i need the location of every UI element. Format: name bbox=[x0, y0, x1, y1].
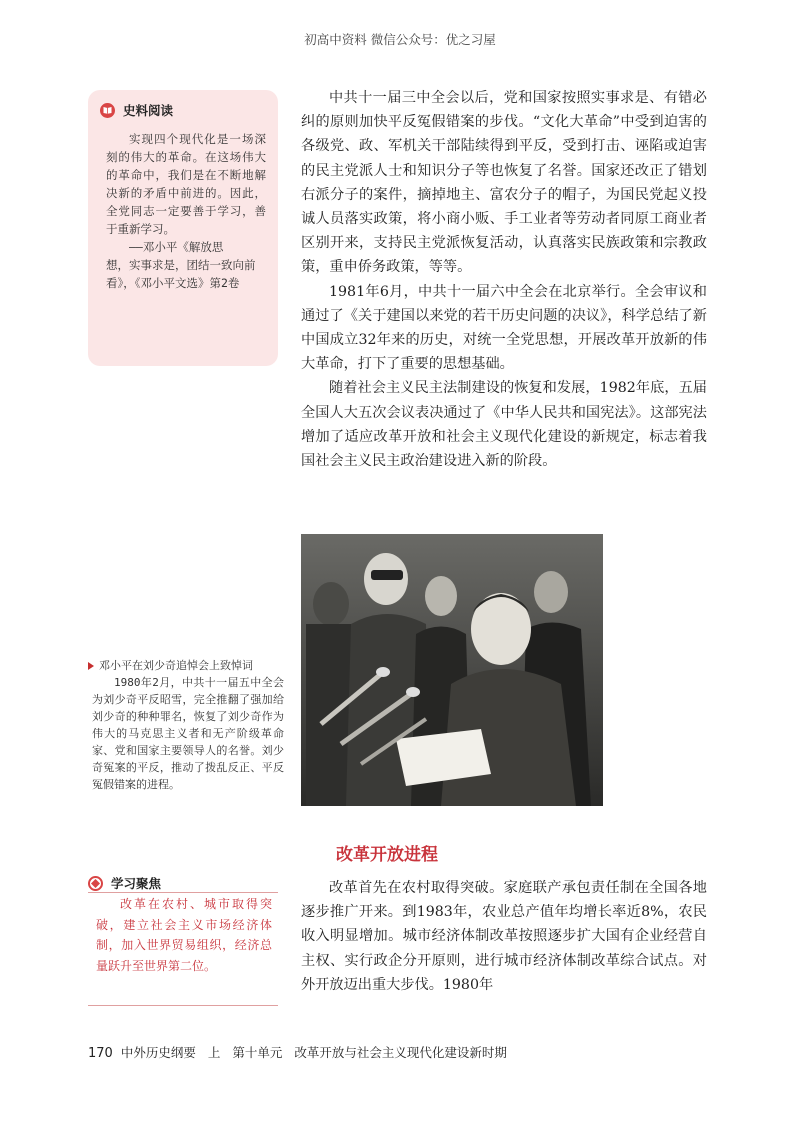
footer-book: 中外历史纲要 bbox=[120, 1045, 196, 1060]
footer-volume: 上 bbox=[207, 1045, 221, 1060]
box-header bbox=[100, 100, 266, 120]
main-paragraph-3: 随着社会主义民主法制建设的恢复和发展，1982年底，五届全国人大五次会议表决通过了《中华人民共和国宪法》。这部宪法增加了适应改革开放和社会主义现代化建设的新规定，标志着我国社会主义民主政治建设进入新的阶段。 bbox=[301, 380, 707, 470]
focus-divider-bottom bbox=[88, 1005, 278, 1006]
section-text bbox=[301, 876, 707, 997]
book-icon bbox=[100, 103, 115, 118]
section-paragraph: 改革首先在农村取得突破。家庭联产承包责任制在全国各地逐步推广开来。到1983年，农业总产值年均增长率近8%，农民收入明显增加。城市经济体制改革按照逐步扩大国有企业经营自主权、实行政企分开原则，进行城市经济体制改革综合试点。对外开放迈出重大步伐。1980年 bbox=[301, 880, 707, 993]
main-paragraph-2: 1981年6月，中共十一届六中全会在北京举行。全会审议和通过了《关于建国以来党的若干历史问题的决议》，科学总结了新中国成立32年来的历史，对统一全党思想，开展改革开放新的伟大革命，打下了重要的思想基础。 bbox=[301, 283, 707, 373]
focus-target-icon bbox=[88, 876, 103, 891]
box-title: 史料阅读 bbox=[123, 103, 174, 118]
page-header: 初高中资料 微信公众号：优之习屋 bbox=[304, 32, 496, 47]
historical-photo bbox=[301, 534, 603, 806]
history-reading-box bbox=[88, 90, 278, 366]
caption-body: 1980年2月，中共十一届五中全会为刘少奇平反昭雪，完全推翻了强加给刘少奇的种种罪名，恢复了刘少奇作为伟大的马克思主义者和无产阶级革命家、党和国家主要领导人的名誉。刘少奇冤案的平反，推动了拨乱反正、平反冤假错案的进程。 bbox=[92, 676, 284, 791]
focus-body: 改革在农村、城市取得突破，建立社会主义市场经济体制，加入世界贸易组织，经济总量跃升至世界第二位。 bbox=[96, 897, 272, 973]
learning-focus-header bbox=[88, 874, 161, 892]
main-text bbox=[301, 86, 707, 473]
box-quote: 实现四个现代化是一场深刻的伟大的革命。在这场伟大的革命中，我们是在不断地解决新的矛盾中前进的。因此，全党同志一定要善于学习，善于重新学习。 bbox=[106, 132, 266, 236]
main-paragraph-1: 中共十一届三中全会以后，党和国家按照实事求是、有错必纠的原则加快平反冤假错案的步伐。“文化大革命”中受到迫害的各级党、政、军机关干部陆续得到平反，受到打击、诬陷或迫害的民主党派人士和知识分子等也恢复了名誉。国家还改正了错划右派分子的案件，摘掉地主、富农分子的帽子，为国民党起义投诚人员落实政策，将小商小贩、手工业者等劳动者同原工商业者区别开来，支持民主党派恢复活动，认真落实民族政策和宗教政策，重申侨务政策，等等。 bbox=[301, 90, 707, 276]
page-number: 170 bbox=[88, 1046, 113, 1061]
box-source-line1: ——邓小平《解放思 bbox=[129, 240, 224, 254]
caption-arrow-icon bbox=[88, 662, 94, 670]
focus-title: 学习聚焦 bbox=[111, 876, 162, 891]
focus-divider-top bbox=[88, 892, 278, 893]
box-source-line2: 想，实事求是，团结一致向前看》，《邓小平文选》第2卷 bbox=[106, 258, 256, 290]
box-source bbox=[100, 238, 266, 292]
page-footer bbox=[88, 1043, 507, 1061]
caption-title: 邓小平在刘少奇追悼会上致悼词 bbox=[99, 659, 253, 672]
footer-unit: 第十单元 bbox=[232, 1045, 283, 1060]
photo-caption bbox=[88, 657, 284, 793]
footer-unit-title: 改革开放与社会主义现代化建设新时期 bbox=[294, 1045, 507, 1060]
section-title: 改革开放进程 bbox=[336, 845, 438, 865]
